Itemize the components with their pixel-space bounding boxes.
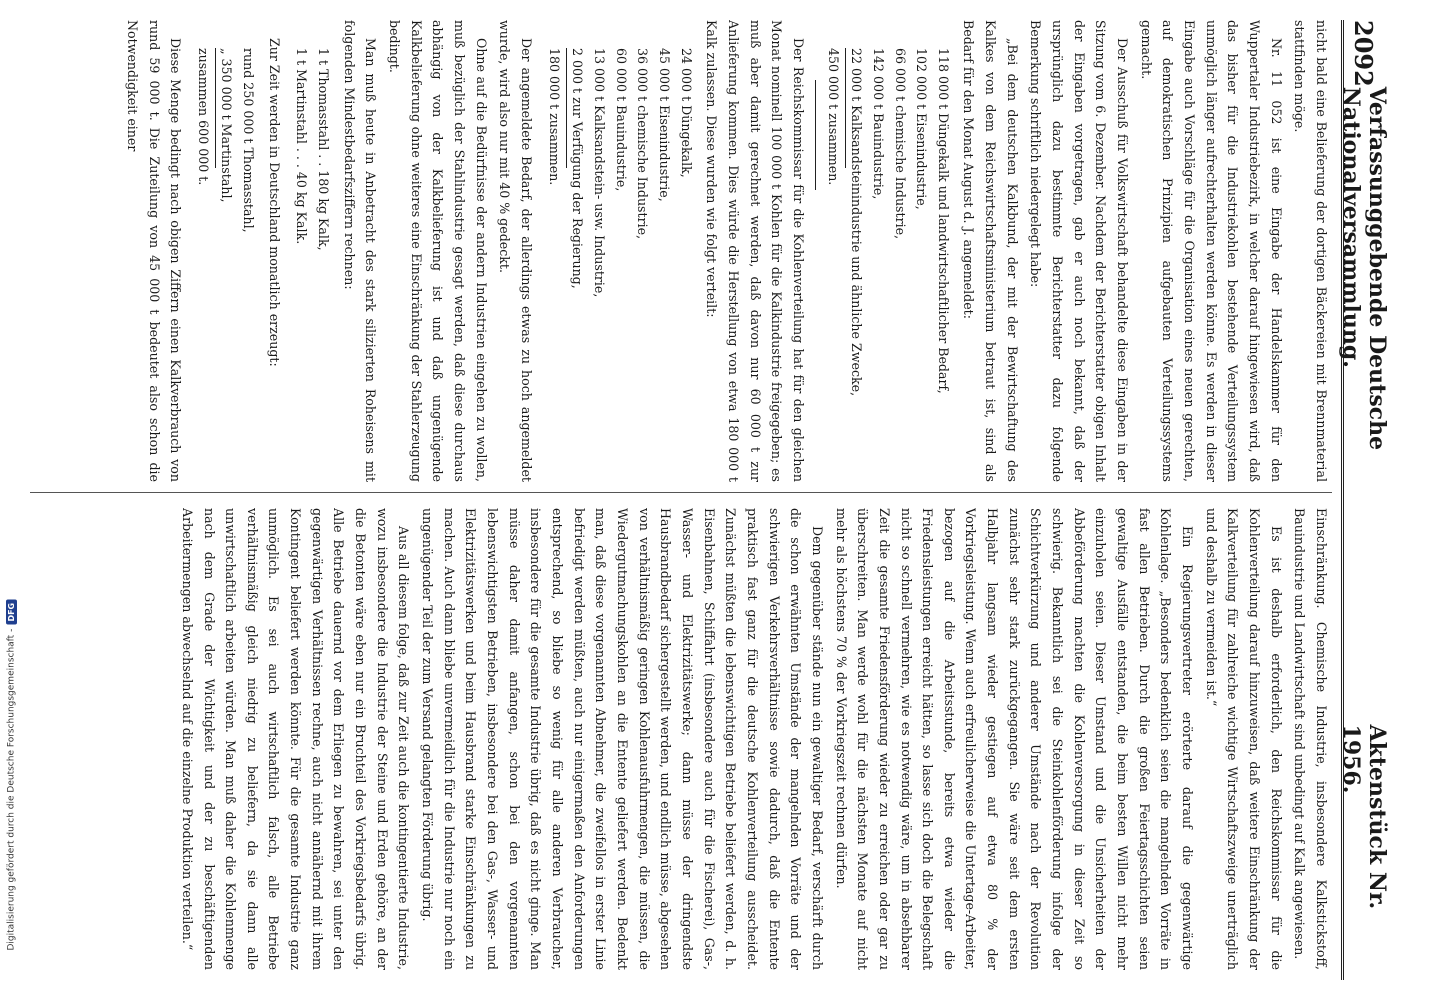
list-total: 450 000 t zusammen. bbox=[822, 48, 846, 168]
list-item: 22 000 t Kalksandsteinindustrie und ähnliche Zwecke, bbox=[849, 48, 865, 397]
paragraph: Einschränkung. Chemische Industrie, insbesondere Kalkstickstoff, Bauindustrie und Landwirtschaft sind unbedingt auf Kalk angewiesen. bbox=[1292, 508, 1329, 970]
list-item: 2 000 t zur Verfügung der Regierung, bbox=[570, 48, 586, 289]
paragraph: nicht bald eine Belieferung der dortigen Bäckereien mit Brennmaterial stattfinden möge. bbox=[1292, 20, 1329, 482]
digitization-credit bbox=[6, 600, 17, 951]
paragraph: Ohne auf die Bedürfnisse der andern Industrien eingehen zu wollen, muß bezüglich der Stahlindustrie gesagt werden, daß diese durchaus abhängig von der Kalkbelieferung ist und daß ungenügende Kalkbelieferung ohne weiteres eine Einschränkung der Stahlerzeugung bedingt. bbox=[387, 20, 489, 482]
paragraph: Nr. 11 052 ist eine Eingabe der Handelskammer für den Wuppertaler Industriebezirk, in welcher darauf hingewiesen wird, daß das bisher für die Industriekohlen bestehende Verteilungssystem unmöglich länger aufrechterhalten werden könne. Es werden in dieser Eingabe auch Vorschläge für die Organisation eines neuen gerechten, auf demokratischen Prinzipien aufgebauten Verteilungssystems gemacht. bbox=[1138, 20, 1284, 482]
header-title: Verfassunggebende Deutsche Nationalversammlung. bbox=[1338, 86, 1390, 451]
paragraph: Dem gegenüber stände nun ein gewaltiger Bedarf, verschärft durch die schon erwähnten Umstände der mangelnden Vorräte und der schwierigen Verkehrsverhältnisse sowie dadurch, daß die Entente praktisch fast ganz für die deutsche Kohlenverteilung ausscheidet. Zunächst müßten die lebenswichtigen Betriebe beliefert werden, d. h. Eisenbahnen, Schiffahrt (insbesondere auch für die Fischerei), Gas-, Wasser- und Elektrizitätswerke; dann müsse der dringendste Hausbrandbedarf sichergestellt werden, und endlich müsse, abgesehen von verhältnismäßig geringen Kohlenausfuhrmengen, die müssen, die Wiedergutmachungskohlen an die Entente geliefert werden. Bedenkt man, daß diese vorgenannten Abnehmer, die zweifellos in erster Linie befriedigt werden müßten, auch nur einigermaßen den Anforderungen entsprechend, so bliebe so wenig für alle anderen Verbraucher, insbesondere für die gesamte Industrie übrig, daß es nicht ginge. Man müsse daher damit anfangen, schon bei den vorgenannten lebenswichtigsten Betrieben, insbesondere bei den Gas-, Wasser- und Elektrizitätswerken und beim Hausbrand starke Einschränkungen zu machen. Auch dann bliebe unvermeidlich für die Industrie nur noch ein ungenügender Teil der zum Versand gelangten Förderung übrig. bbox=[420, 508, 825, 970]
allocation-list bbox=[543, 48, 697, 482]
list-item: 45 000 t Eisenindustrie, bbox=[656, 48, 672, 202]
list-item: „ 350 000 t Martinstahl, bbox=[219, 48, 235, 203]
list-item: 36 000 t chemische Industrie, bbox=[635, 48, 651, 240]
list-item: 24 000 t Düngekalk, bbox=[678, 48, 694, 178]
paragraph: Aus all diesem folge, daß zur Zeit auch die kontingentierte Industrie, wozu insbesondere die Industrie der Steine und Erden gehöre, an der die Betonten wäre eben nur ein Bruchteil des Vorkriegsbedarfs übrig. Alle Betriebe dauernd vor dem Erliegen zu bewahren, sei unter den gegenwärtigen Verhältnissen rechne, auch nicht annähernd mit ihrem Kontingent beliefert werden könnte. Für die gesamte Industrie ganz unmöglich. Es sei auch wirtschaftlich falsch, alle Betriebe verhältnismäßig gleich niedrig zu beliefern, da sie dann alle unwirtschaftlich arbeiten würden. Man muß daher die Kohlenmenge nach dem Grade der Wichtigkeit und der zu beschäftigenden Arbeitermengen abwechselnd auf die einzelne Produktion verteilen.“ bbox=[179, 508, 412, 970]
credit-text: Digitalisierung gefördert durch die Deutsche Forschungsgemeinschaft - bbox=[6, 628, 17, 951]
paragraph: Der Reichskommissar für die Kohlenverteilung hat für den gleichen Monat nominell 100 000 t Kohlen für die Kalkindustrie freigegeben; es muß aber damit gerechnet werden, daß davon nur 60 000 t zur Anlieferung kommen. Dies würde die Herstellung von etwa 180 000 t Kalk zulassen. Diese wurden wie folgt verteilt: bbox=[704, 20, 806, 482]
paragraph: Ein Regierungsvertreter erörterte darauf die gegenwärtige Kohlenlage. „Besonders bedenklich seien die mangelnden Vorräte in fast allen Betrieben. Durch die großen Feiertagsschichten seien gewaltige Ausfälle entstanden, die beim besten Willen nicht mehr einzuholen seien. Dieser Umstand und die Unsicherheiten der Abbeförderung machten die Kohlenversorgung in dieser Zeit so schwierig. Bekanntlich sei die Steinkohlenförderung infolge der Schichtverkürzung und anderer Umstände nach der Revolution zunächst sehr stark zurückgegangen. Sie wäre seit dem ersten Halbjahr langsam wieder gestiegen auf etwa 80 % der Vorkriegsleistung. Wenn auch erfreulicherweise die Untertage-Arbeiter, bezogen auf die Arbeitsstunde, bereits etwa wieder die Friedensleistungen erreicht hätten, so lasse sich doch die Belegschaft nicht so schnell vermehren, wie es notwendig wäre, um in absehbarer Zeit die gesamte Friedensförderung wieder zu erreichen oder gar zu überschreiten. Man werde wohl für die nächsten Monate auf nicht mehr als höchstens 70 % der Vorkriegszeit rechnen dürfen. bbox=[833, 508, 1196, 970]
page-header bbox=[1338, 20, 1390, 980]
paragraph: Der Ausschuß für Volkswirtschaft behandelte diese Eingaben in der Sitzung vom 6. Dezember. Nachdem der Berichterstatter obigen Inhalt der Eingaben vorgetragen, gab er auch noch bekannt, daß der ursprünglich dazu bestimmte Berichterstatter dazu folgende Bemerkung schriftlich niedergelegt habe: bbox=[1028, 20, 1131, 482]
paragraph: Diese Menge bedingt nach obigen Ziffern einen Kalkverbrauch von rund 59 000 t. Die Zuteilung von 45 000 t bedeutet also schon die Notwendigkeit einer bbox=[124, 20, 184, 482]
right-column bbox=[20, 508, 1332, 970]
divider-rule bbox=[815, 80, 816, 190]
paragraph: Man muß heute in Anbetracht des stark silizierten Roheisens mit folgenden Mindestbedarfsziffern rechnen: bbox=[341, 20, 379, 482]
paragraph: „Bei dem deutschen Kalkbund, der mit der Bewirtschaftung des Kalkes von dem Reichswirtschaftsministerium betraut ist, sind als Bedarf für den Monat August d. J. angemeldet: bbox=[961, 20, 1020, 482]
list-item: 1 t Thomasstahl . . 180 kg Kalk, bbox=[316, 48, 332, 251]
list-item: 60 000 t Bauindustrie, bbox=[613, 48, 629, 192]
list-item: rund 250 000 t Thomasstahl, bbox=[241, 48, 257, 233]
left-column bbox=[20, 20, 1332, 482]
lime-ratio-list bbox=[291, 48, 334, 482]
list-item: 118 000 t Düngekalk und landwirtschaftlicher Bedarf, bbox=[935, 48, 951, 394]
column-divider bbox=[30, 492, 1332, 493]
steel-output-list bbox=[192, 48, 259, 482]
demand-list bbox=[822, 48, 954, 482]
list-item: 66 000 t chemische Industrie, bbox=[892, 48, 908, 240]
page-number: 2092 bbox=[1349, 20, 1379, 87]
document-reference: Aktenstück Nr. 1956. bbox=[1338, 724, 1390, 910]
paragraph: Es ist deshalb erforderlich, den Reichskommissar für die Kohlenverteilung darauf hinzuweisen, daß weitere Einschränkung der Kalkverteilung für zahlreiche wichtige Wirtschaftszweige unerträglich und deshalb zu vermeiden ist.“ bbox=[1203, 508, 1284, 970]
paragraph: Der angemeldete Bedarf, der allerdings etwas zu hoch angemeldet wurde, wird also nur mit 40 % gedeckt. bbox=[497, 20, 535, 482]
rotated-page bbox=[10, 0, 1390, 1000]
dfg-logo-icon: DFG bbox=[6, 600, 17, 625]
list-item: 1 t Martinstahl . . . 40 kg Kalk. bbox=[294, 48, 310, 245]
list-total: 180 000 t zusammen. bbox=[543, 48, 567, 168]
list-item: 13 000 t Kalksandstein- usw. Industrie, bbox=[592, 48, 607, 298]
list-item: 102 000 t Eisenindustrie, bbox=[914, 48, 930, 210]
paragraph: Zur Zeit werden in Deutschland monatlich erzeugt: bbox=[266, 38, 282, 367]
list-item: 142 000 t Bauindustrie, bbox=[870, 48, 886, 200]
list-total: zusammen 600 000 t. bbox=[192, 48, 216, 168]
